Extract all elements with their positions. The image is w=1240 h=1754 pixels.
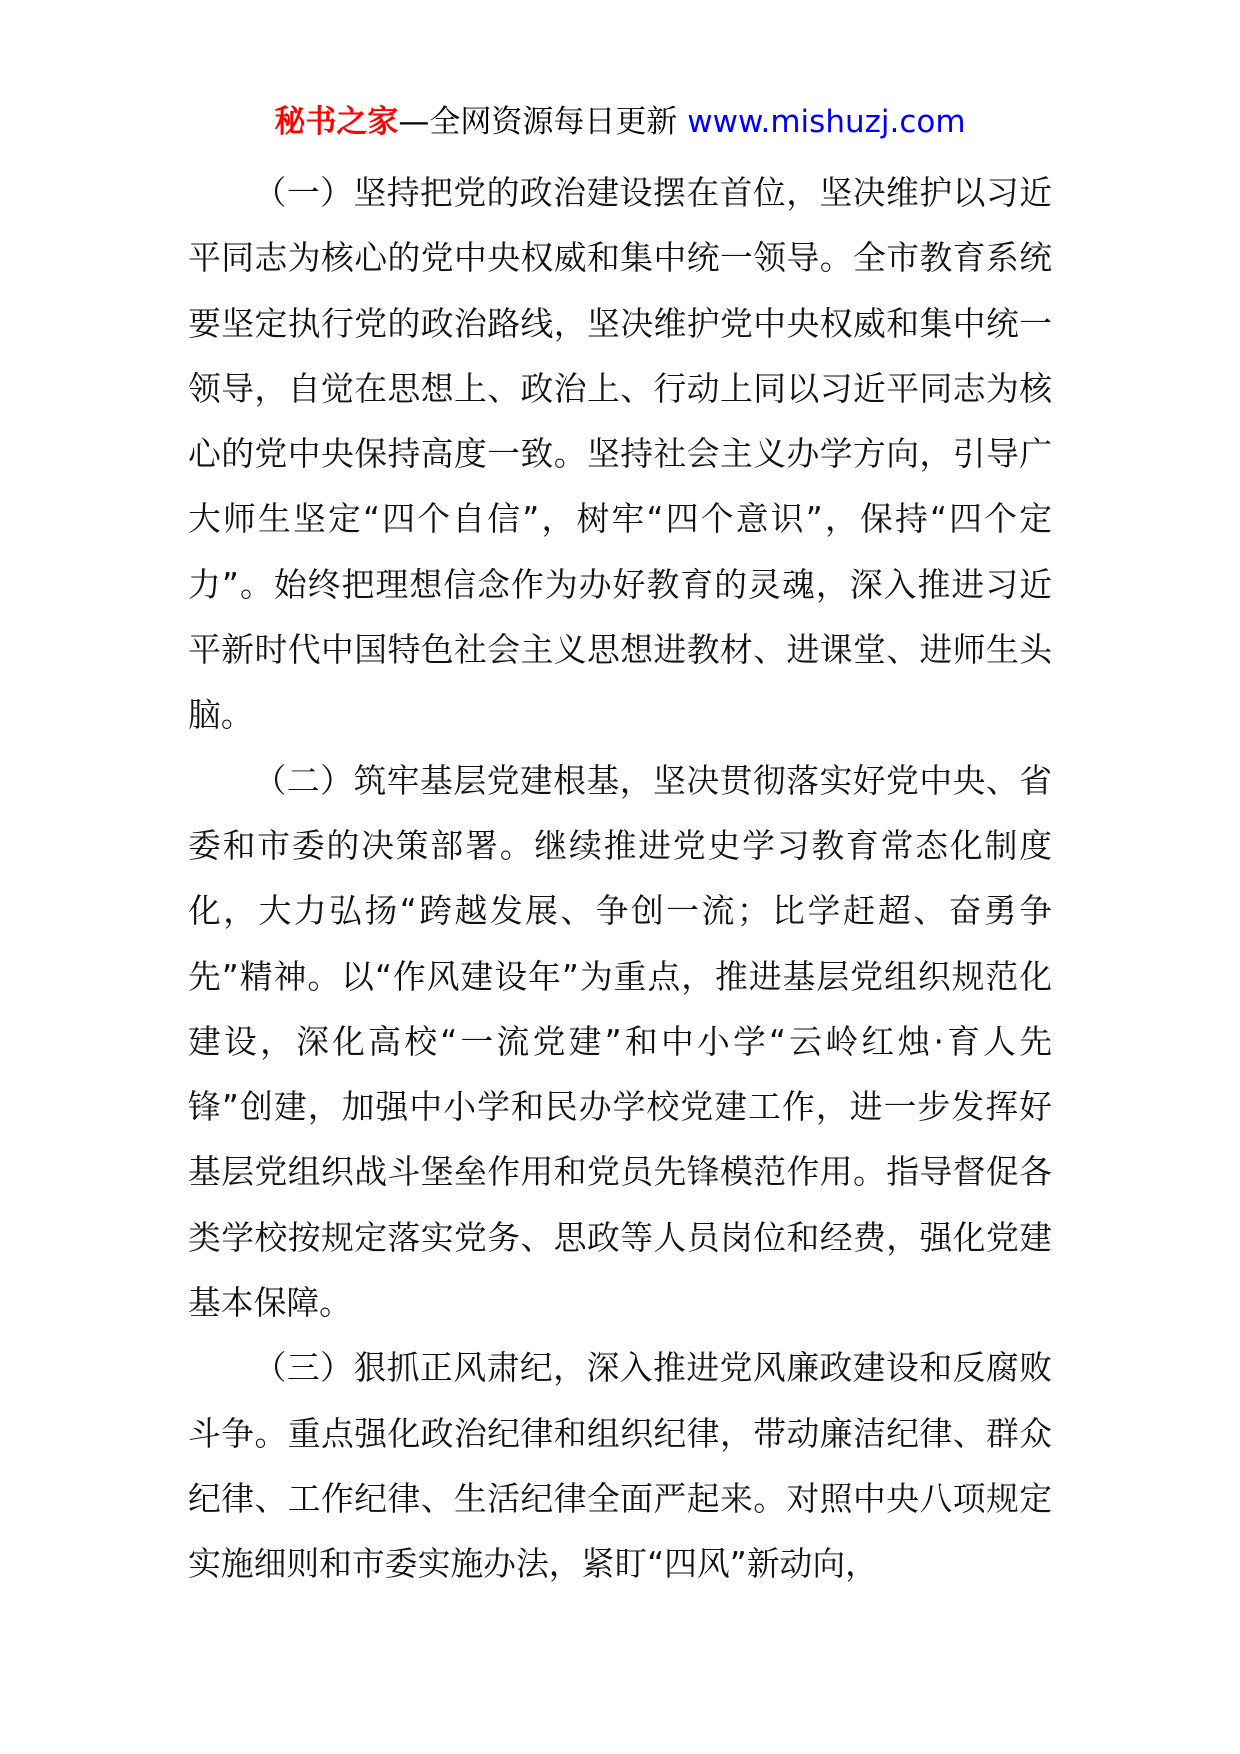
watermark-header [0, 100, 1240, 144]
header-slogan: —全网资源每日更新 [398, 104, 688, 140]
header-url[interactable]: www.mishuzj.com [687, 104, 966, 140]
paragraph-1: （一）坚持把党的政治建设摆在首位，坚决维护以习近平同志为核心的党中央权威和集中统一领导。全市教育系统要坚定执行党的政治路线，坚决维护党中央权威和集中统一领导，自觉在思想上、政治上、行动上同以习近平同志为核心的党中央保持高度一致。坚持社会主义办学方向，引导广大师生坚定“四个自信”，树牢“四个意识”，保持“四个定力”。始终把理想信念作为办好教育的灵魂，深入推进习近平新时代中国特色社会主义思想进教材、进课堂、进师生头脑。 [188, 174, 1052, 735]
paragraph-3: （三）狠抓正风肃纪，深入推进党风廉政建设和反腐败斗争。重点强化政治纪律和组织纪律，带动廉洁纪律、群众纪律、工作纪律、生活纪律全面严起来。对照中央八项规定实施细则和市委实施办法，紧盯“四风”新动向， [188, 1349, 1052, 1584]
header-brand: 秘书之家 [274, 104, 399, 140]
paragraph-2: （二）筑牢基层党建根基，坚决贯彻落实好党中央、省委和市委的决策部署。继续推进党史学习教育常态化制度化，大力弘扬“跨越发展、争创一流；比学赶超、奋勇争先”精神。以“作风建设年”为重点，推进基层党组织规范化建设，深化高校“一流党建”和中小学“云岭红烛·育人先锋”创建，加强中小学和民办学校党建工作，进一步发挥好基层党组织战斗堡垒作用和党员先锋模范作用。指导督促各类学校按规定落实党务、思政等人员岗位和经费，强化党建基本保障。 [188, 761, 1052, 1323]
document-body [188, 161, 1052, 1598]
